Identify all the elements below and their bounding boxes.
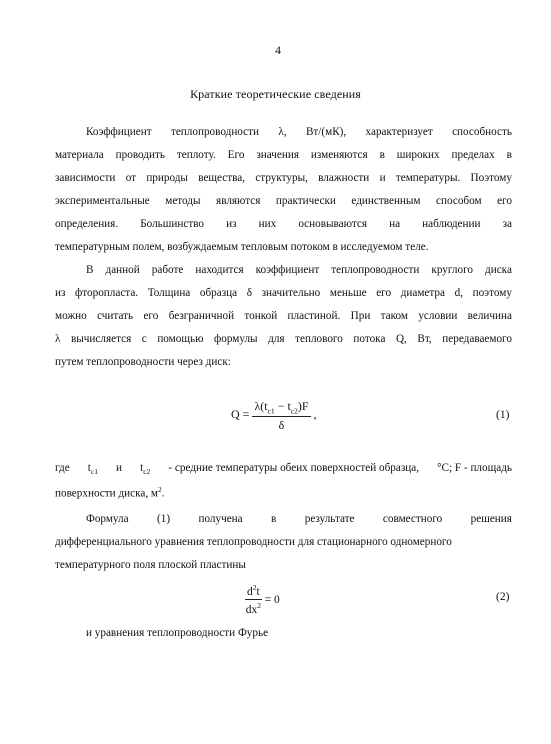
- text-segment: [55, 486, 165, 500]
- word: способом: [436, 195, 482, 207]
- word: пластиной.: [287, 310, 341, 322]
- word: d,: [454, 287, 463, 299]
- word: и: [379, 172, 386, 184]
- numerator-part: t: [256, 585, 260, 598]
- word: (1): [157, 513, 171, 525]
- word: практически: [275, 195, 336, 207]
- word: таком: [380, 310, 408, 322]
- word: путем теплопроводности через диск:: [55, 356, 231, 368]
- word: потока: [353, 333, 386, 345]
- word: них: [258, 218, 277, 230]
- word: теплоту.: [176, 149, 216, 161]
- paragraph-line: [55, 311, 512, 334]
- equation-1: [231, 400, 317, 431]
- word: теплопроводности: [331, 264, 420, 276]
- text-part: поверхности диска, м: [55, 487, 158, 500]
- word: λ: [55, 333, 61, 345]
- word: способность: [452, 126, 512, 138]
- word: формулы: [214, 333, 258, 345]
- word: из: [226, 218, 237, 230]
- word: в: [379, 149, 385, 161]
- word: считать: [97, 310, 134, 322]
- subscript: c1: [90, 467, 98, 477]
- word: В: [86, 264, 94, 276]
- word: широких: [396, 149, 440, 161]
- subscript: c2: [143, 467, 151, 477]
- equation-2-number: (2): [496, 591, 510, 603]
- word: зависимости: [55, 172, 116, 184]
- word: на: [389, 218, 401, 230]
- word: температурного поля плоской пластины: [55, 559, 246, 571]
- word: безграничной: [168, 310, 235, 322]
- word: Формула: [86, 513, 129, 525]
- subscript: c2: [290, 406, 298, 416]
- word: Коэффициент: [86, 126, 152, 138]
- word: можно: [55, 310, 87, 322]
- word: значительно: [261, 287, 321, 299]
- variable-t: t: [140, 462, 144, 474]
- word: где: [55, 462, 70, 474]
- equation-fraction: [245, 584, 262, 617]
- word: экспериментальные: [55, 195, 150, 207]
- word: являются: [216, 195, 261, 207]
- equation-lhs: Q =: [231, 407, 250, 422]
- word: фторопласта.: [75, 287, 139, 299]
- word: теплопроводности: [170, 126, 260, 138]
- word: его: [497, 195, 512, 207]
- word: определения.: [55, 218, 119, 230]
- word: находится: [195, 264, 244, 276]
- numerator-part: )F: [297, 399, 309, 413]
- paragraph-2-cont: [55, 288, 512, 380]
- paragraph-line: [55, 242, 512, 265]
- word: проводить: [115, 149, 165, 161]
- equation-fraction: [252, 400, 310, 431]
- word: совместного: [382, 513, 443, 525]
- paragraph-4: [86, 514, 512, 537]
- paragraph-line: [86, 127, 512, 150]
- word: λ,: [278, 126, 287, 138]
- fraction-numerator: [252, 400, 310, 417]
- word: помощью: [157, 333, 204, 345]
- paragraph-line: [55, 334, 512, 357]
- word: температуры.: [395, 172, 461, 184]
- paragraph-4-cont: [55, 537, 512, 583]
- paragraph-line: [55, 219, 512, 242]
- word: Толщина: [147, 287, 191, 299]
- word: данной: [105, 264, 140, 276]
- word: с: [141, 333, 147, 345]
- word: передаваемого: [442, 333, 512, 345]
- paragraph-line: [55, 560, 512, 583]
- paragraph-line: [55, 357, 512, 380]
- word: Большинство: [140, 218, 205, 230]
- paragraph-line: [55, 537, 512, 560]
- paragraph-3: [55, 463, 512, 509]
- word: природы: [146, 172, 188, 184]
- word: в: [271, 513, 277, 525]
- word: диска: [485, 264, 512, 276]
- word: Q,: [395, 333, 407, 345]
- word: изменяются: [310, 149, 368, 161]
- word: тонкой: [244, 310, 278, 322]
- word: его: [143, 310, 159, 322]
- word: материала: [55, 149, 104, 161]
- word: условии: [418, 310, 458, 322]
- paragraph-2: [86, 265, 512, 288]
- text-segment: - средние температуры обеих поверхностей образца,: [168, 462, 419, 474]
- word: круглого: [431, 264, 473, 276]
- equation-2: [245, 584, 280, 617]
- word: единственным: [351, 195, 421, 207]
- paragraph-line: [86, 265, 512, 288]
- equation-rhs: = 0: [264, 593, 280, 606]
- numerator-part: λ(t: [254, 399, 268, 413]
- word: от: [125, 172, 137, 184]
- word: и: [116, 462, 123, 474]
- word: При: [350, 310, 371, 322]
- numerator-part: d: [247, 585, 253, 598]
- word: диаметра: [400, 287, 445, 299]
- word: влажности: [318, 172, 370, 184]
- word: характеризует: [365, 126, 433, 138]
- equation-1-number: (1): [496, 409, 510, 421]
- paragraph-1: [86, 127, 512, 150]
- word: величина: [467, 310, 512, 322]
- superscript: 2: [252, 583, 257, 592]
- word: δ: [246, 287, 252, 299]
- word: методы: [165, 195, 201, 207]
- variable-tc1: [88, 463, 98, 476]
- fraction-numerator: [245, 584, 262, 600]
- word: Вт,: [417, 333, 432, 345]
- word: его: [376, 287, 392, 299]
- word: значения: [256, 149, 299, 161]
- word: результате: [304, 513, 355, 525]
- word: работе: [151, 264, 184, 276]
- subscript: c1: [267, 406, 275, 416]
- word: вещества,: [198, 172, 246, 184]
- superscript: 2: [257, 601, 261, 611]
- paragraph-line: [55, 173, 512, 196]
- word: дифференциального уравнения теплопроводности для стационарного одномерного: [55, 536, 452, 548]
- word: теплового: [295, 333, 343, 345]
- superscript: 2: [158, 485, 162, 494]
- paragraph-line: [55, 486, 512, 509]
- variable-t: t: [87, 462, 91, 474]
- closing-line: и уравнения теплопроводности Фурье: [86, 627, 269, 639]
- paragraph-line: [86, 514, 512, 537]
- word: коэффициент: [255, 264, 320, 276]
- word: из: [55, 287, 66, 299]
- paragraph-line: [55, 196, 512, 219]
- text-part: .: [161, 487, 165, 500]
- word: структуры,: [255, 172, 308, 184]
- word: поэтому: [472, 287, 512, 299]
- word: Поэтому: [470, 172, 512, 184]
- word: Его: [227, 149, 245, 161]
- variable-tc2: [140, 463, 150, 476]
- numerator-part: − t: [274, 399, 291, 413]
- word: за: [502, 218, 512, 230]
- word: вычисляется: [71, 333, 132, 345]
- denominator-part: dx: [245, 604, 258, 617]
- equation-tail: ,: [313, 407, 317, 422]
- word: образца: [199, 287, 238, 299]
- text-segment: °С; F - площадь: [437, 462, 512, 474]
- fraction-denominator: [246, 600, 261, 616]
- paragraph-line: [55, 288, 512, 311]
- word: наблюдении: [422, 218, 481, 230]
- word: температурным полем, возбуждаемым тепловым потоком в исследуемом теле.: [55, 241, 429, 253]
- word: для: [268, 333, 285, 345]
- paragraph-line: [55, 150, 512, 173]
- paragraph-1-cont: [55, 150, 512, 265]
- word: Вт/(мК),: [305, 126, 347, 138]
- page-number: 4: [275, 43, 281, 57]
- word: получена: [198, 513, 243, 525]
- word: пределах: [451, 149, 495, 161]
- paragraph-line: [55, 463, 512, 486]
- word: меньше: [329, 287, 367, 299]
- section-title: Краткие теоретические сведения: [190, 87, 361, 101]
- fraction-denominator: δ: [278, 417, 285, 432]
- word: основываются: [298, 218, 367, 230]
- word: в: [506, 149, 512, 161]
- word: решения: [470, 513, 512, 525]
